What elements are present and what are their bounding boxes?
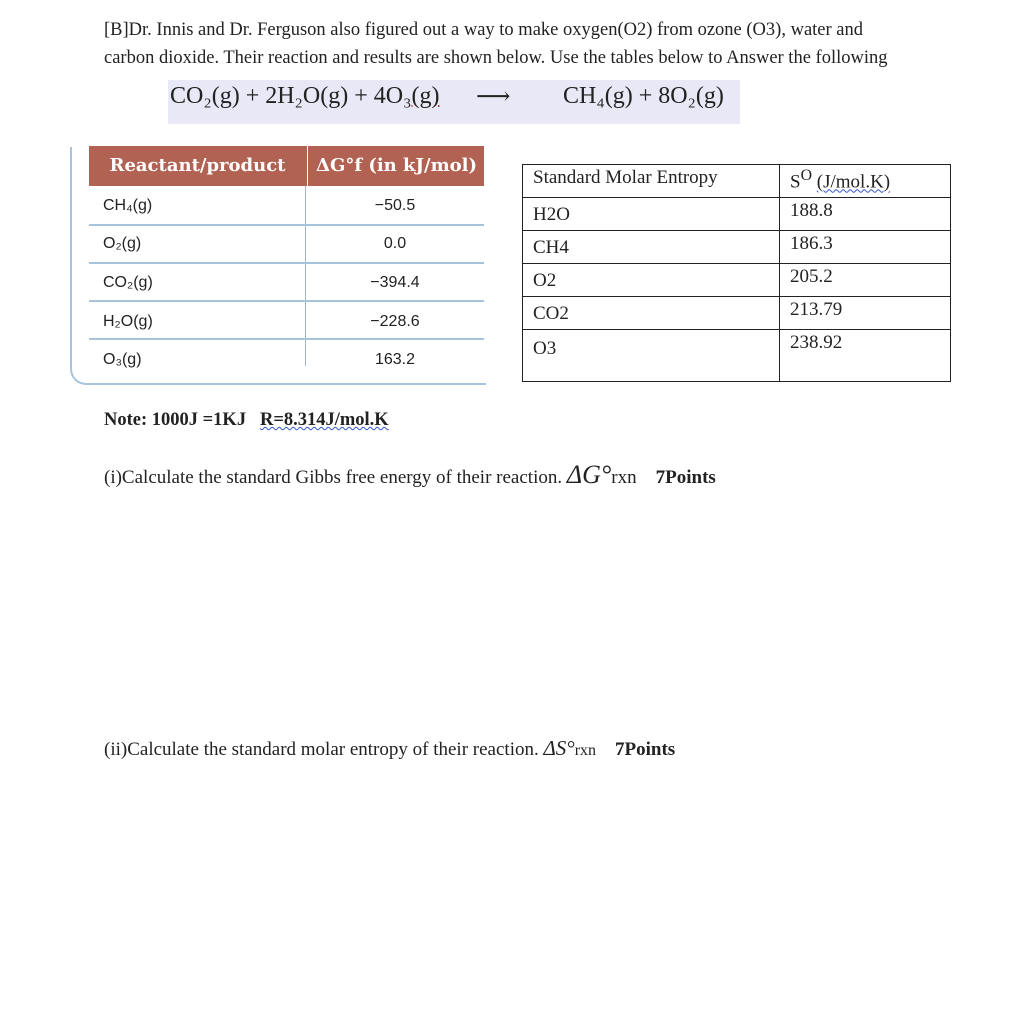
question-1-points: 7Points bbox=[655, 467, 716, 488]
note-energy: Note: 1000J =1KJ bbox=[104, 410, 247, 430]
gibbs-species: O₂(g) bbox=[103, 235, 142, 252]
entropy-header-value bbox=[780, 165, 951, 198]
gibbs-header-species: Reactant/product bbox=[109, 155, 286, 176]
question-1 bbox=[104, 460, 716, 490]
gibbs-table-header bbox=[89, 146, 484, 186]
gibbs-symbol: ΔG° bbox=[566, 460, 612, 489]
entropy-header-species: Standard Molar Entropy bbox=[523, 165, 780, 198]
note-line bbox=[104, 410, 389, 431]
question-2-text: (ii)Calculate the standard molar entropy of their reaction. bbox=[104, 739, 539, 760]
table-row bbox=[523, 297, 951, 330]
gibbs-value: −228.6 bbox=[370, 313, 420, 330]
gibbs-row-divider bbox=[89, 262, 484, 264]
entropy-table bbox=[522, 164, 951, 382]
intro-paragraph bbox=[104, 16, 984, 72]
entropy-value: 186.3 bbox=[780, 231, 951, 264]
entropy-species: O2 bbox=[523, 264, 780, 297]
question-1-text: (i)Calculate the standard Gibbs free energy of their reaction. bbox=[104, 467, 563, 488]
entropy-species: CH4 bbox=[523, 231, 780, 264]
reactants-text: CO₂(g) + 2H₂O(g) + 4O₃ bbox=[170, 83, 412, 109]
gibbs-species: O₃(g) bbox=[103, 351, 142, 368]
entropy-value: 238.92 bbox=[780, 330, 951, 382]
gibbs-row-divider bbox=[89, 338, 484, 340]
question-2-points: 7Points bbox=[615, 739, 676, 760]
gibbs-species: CH₄(g) bbox=[103, 197, 153, 214]
table-row bbox=[523, 198, 951, 231]
gibbs-value: −50.5 bbox=[374, 197, 416, 214]
intro-line-1: [B]Dr. Innis and Dr. Ferguson also figured out a way to make oxygen(O2) from ozone (O3), water and bbox=[104, 20, 863, 40]
reaction-arrow-icon: ⟶ bbox=[476, 84, 511, 110]
gibbs-value: 0.0 bbox=[383, 235, 407, 252]
question-2 bbox=[104, 736, 675, 761]
equation-reactants bbox=[170, 83, 439, 110]
gibbs-species: H₂O(g) bbox=[103, 313, 153, 330]
reactants-tail: (g) bbox=[411, 83, 440, 109]
equation-products: CH₄(g) + 8O₂(g) bbox=[563, 83, 724, 109]
note-gas-constant: R=8.314J/mol.K bbox=[259, 410, 389, 430]
entropy-value: 213.79 bbox=[780, 297, 951, 330]
entropy-species: CO2 bbox=[523, 297, 780, 330]
gibbs-row-divider bbox=[89, 224, 484, 226]
entropy-value: 188.8 bbox=[780, 198, 951, 231]
entropy-rxn-symbol: ΔS° bbox=[543, 736, 575, 760]
gibbs-row-divider bbox=[89, 300, 484, 302]
entropy-rxn-symbol-sub: rxn bbox=[574, 742, 597, 759]
gibbs-value: 163.2 bbox=[374, 351, 416, 368]
intro-line-2: carbon dioxide. Their reaction and results are shown below. Use the tables below to Answer the following bbox=[104, 48, 888, 68]
entropy-degree: O bbox=[800, 167, 813, 184]
entropy-unit: (J/mol.K) bbox=[816, 171, 891, 193]
entropy-species: H2O bbox=[523, 198, 780, 231]
table-row bbox=[523, 264, 951, 297]
entropy-header-row bbox=[523, 165, 951, 198]
gibbs-symbol-sub: rxn bbox=[611, 467, 637, 488]
gibbs-header-value: ΔG°f (in kJ/mol) bbox=[307, 146, 485, 186]
entropy-value: 205.2 bbox=[780, 264, 951, 297]
gibbs-species: CO₂(g) bbox=[103, 274, 153, 291]
gibbs-value: −394.4 bbox=[370, 274, 420, 291]
entropy-species: O3 bbox=[523, 330, 780, 382]
table-row bbox=[523, 330, 951, 382]
entropy-symbol: S bbox=[790, 171, 801, 193]
table-row bbox=[523, 231, 951, 264]
